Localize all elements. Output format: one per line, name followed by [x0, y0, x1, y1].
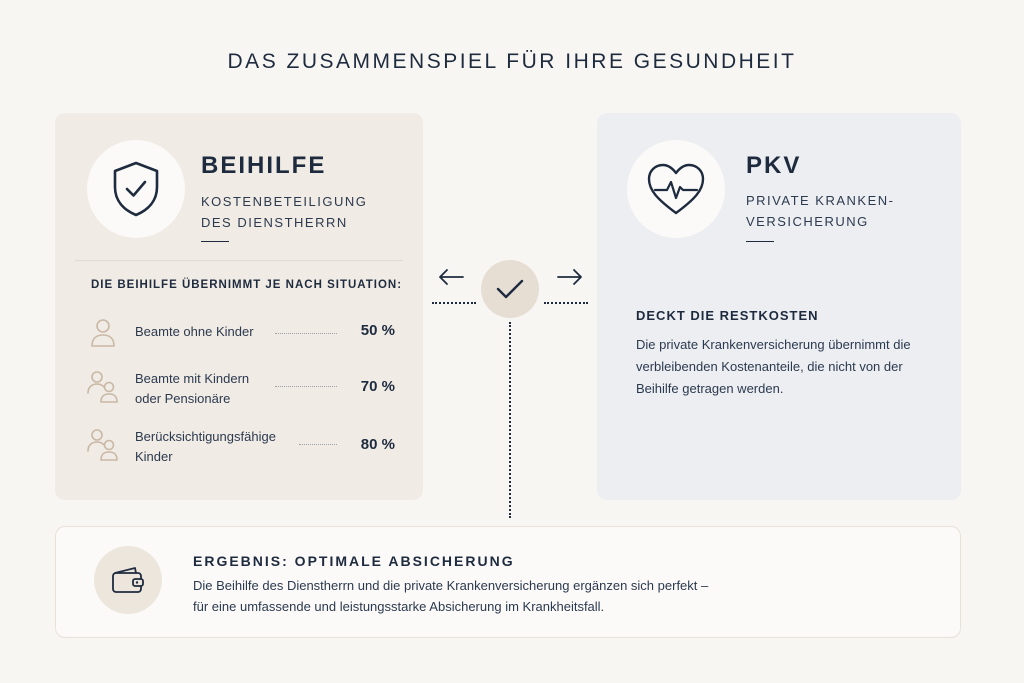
pkv-subtitle-line2: VERSICHERUNG: [746, 214, 869, 229]
persons-icon: [85, 427, 121, 468]
arrow-left-icon: [437, 268, 465, 286]
percent-value: 70 %: [360, 378, 395, 395]
dotted-leader: [275, 386, 337, 387]
pkv-title: PKV: [746, 152, 802, 179]
pkv-title-rule: [746, 241, 774, 242]
beihilfe-subtitle-line2: DES DIENSTHERRN: [201, 215, 348, 230]
coverage-row-beamte-ohne-kinder: [85, 316, 395, 356]
row-label: Beamte ohne Kinder: [135, 324, 254, 339]
percent-value: 80 %: [360, 436, 395, 453]
connector-dots-left: [432, 302, 476, 304]
person-icon: [85, 316, 119, 355]
pkv-heading: DECKT DIE RESTKOSTEN: [636, 308, 819, 323]
pkv-subtitle-line1: PRIVATE KRANKEN-: [746, 193, 895, 208]
heart-pulse-icon: [627, 140, 725, 238]
row-label: [135, 427, 276, 467]
arrow-right-icon: [556, 268, 584, 286]
row-label-line2: oder Pensionäre: [135, 391, 231, 406]
result-text-line1: Die Beihilfe des Dienstherrn und die private Krankenversicherung ergänzen sich perfekt –: [193, 578, 709, 593]
pkv-subtitle: [746, 190, 894, 232]
beihilfe-divider: [75, 260, 403, 261]
row-label-line1: Beamte mit Kindern: [135, 371, 250, 386]
pkv-description: Die private Krankenversicherung übernimmt die verbleibenden Kostenanteile, die nicht von der Beihilfe getragen werden.: [636, 337, 911, 396]
wallet-icon: [94, 546, 162, 614]
row-label: [135, 369, 249, 409]
result-description: [193, 575, 833, 617]
row-label-line1: Berücksichtigungsfähige: [135, 429, 276, 444]
situation-heading: DIE BEIHILFE ÜBERNIMMT JE NACH SITUATION:: [91, 279, 403, 291]
shield-check-icon: [87, 140, 185, 238]
checkmark-icon: [481, 260, 539, 318]
coverage-row-kinder: [85, 427, 395, 467]
persons-icon: [85, 369, 121, 410]
result-heading: ERGEBNIS: OPTIMALE ABSICHERUNG: [193, 553, 515, 569]
row-label-line2: Kinder: [135, 449, 173, 464]
page-title: DAS ZUSAMMENSPIEL FÜR IHRE GESUNDHEIT: [227, 50, 797, 73]
beihilfe-title: BEIHILFE: [201, 152, 327, 179]
dotted-leader: [299, 444, 337, 445]
connector-dots-right: [544, 302, 588, 304]
result-text-line2: für eine umfassende und leistungsstarke Absicherung im Krankheitsfall.: [193, 599, 605, 614]
percent-value: 50 %: [360, 322, 395, 339]
connector-dots-vertical: [509, 322, 511, 518]
beihilfe-subtitle-line1: KOSTENBETEILIGUNG: [201, 194, 368, 209]
dotted-leader: [275, 333, 337, 334]
beihilfe-subtitle: [201, 191, 367, 233]
beihilfe-title-rule: [201, 241, 229, 242]
coverage-row-beamte-mit-kindern: [85, 369, 395, 409]
